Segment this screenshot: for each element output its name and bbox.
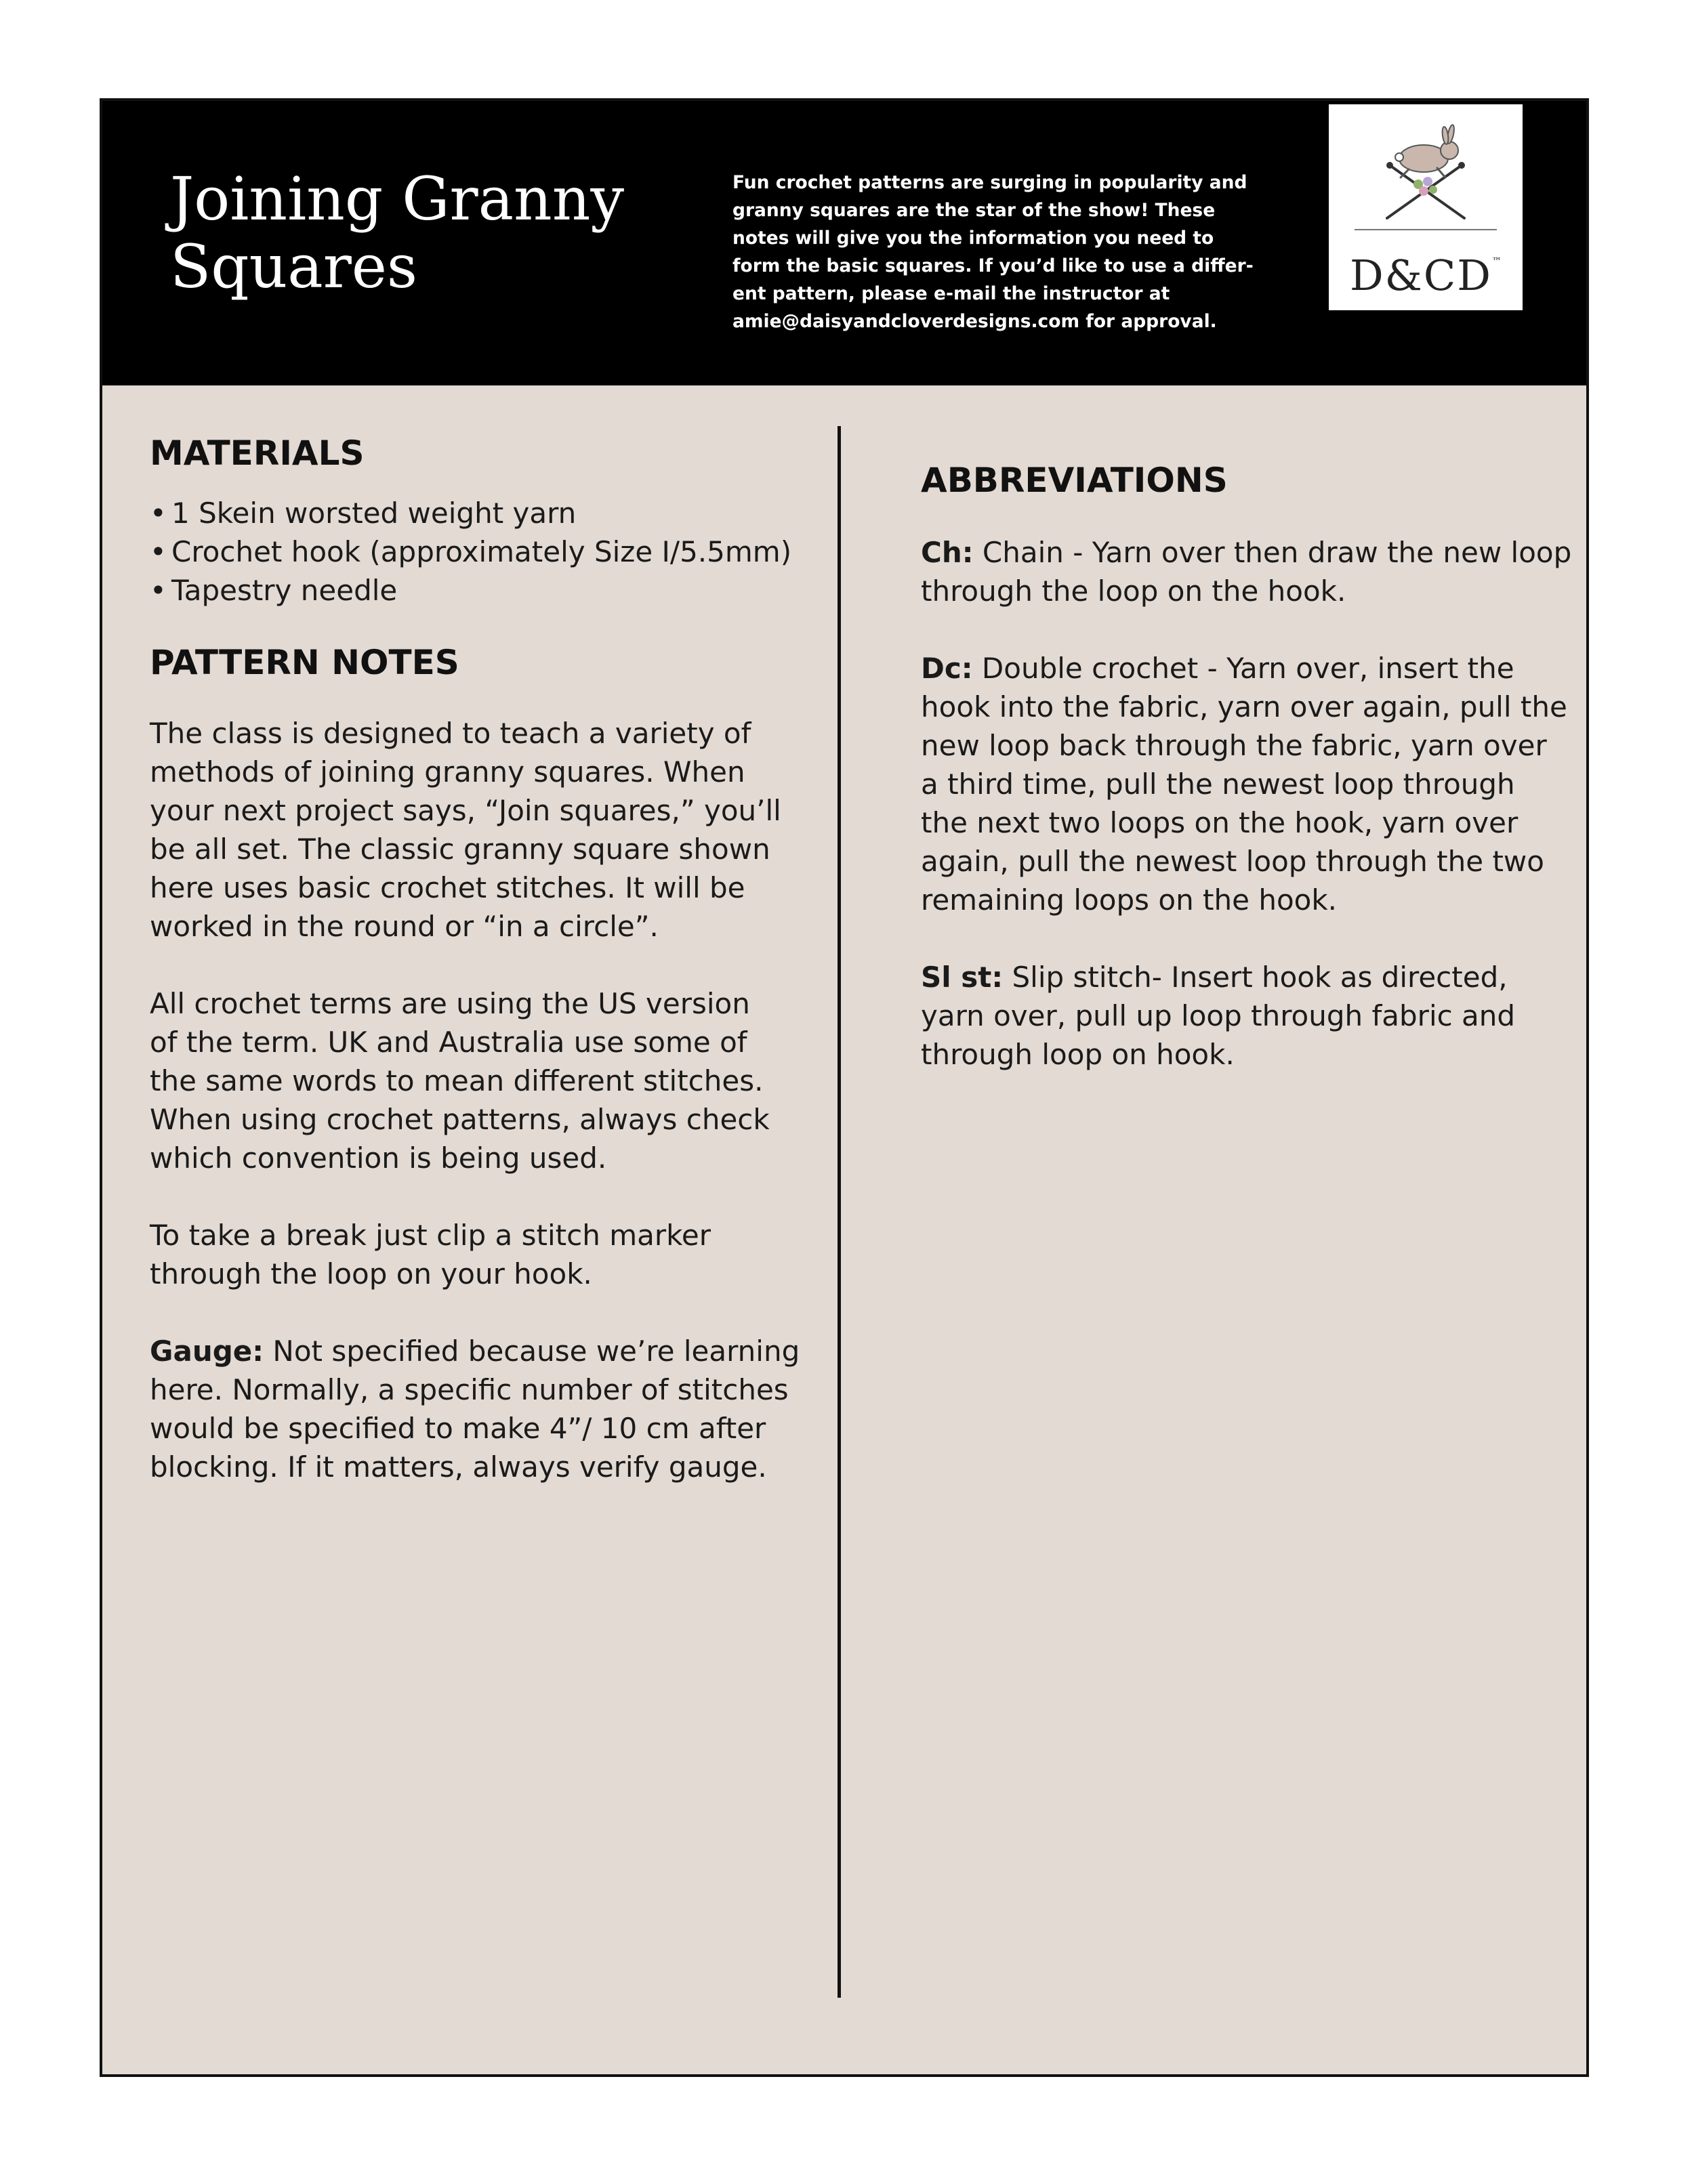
abbreviation-term: Ch: (921, 536, 974, 569)
column-divider (838, 426, 841, 1998)
intro-line: granny squares are the star of the show! These (732, 200, 1216, 221)
intro-text (732, 169, 1254, 335)
pattern-notes-heading: PATTERN NOTES (150, 643, 459, 682)
handout-frame (100, 98, 1589, 2077)
intro-line: form the basic squares. If you’d like to use a differ- (732, 255, 1254, 276)
abbreviation-entry-slst: Sl st: Slip stitch- Insert hook as directed, yarn over, pull up loop through fabric and through loop on hook. (921, 961, 1516, 1071)
materials-heading: MATERIALS (150, 434, 365, 473)
right-column (921, 460, 1572, 1074)
rabbit-crossed-needles-logo-icon (1375, 123, 1476, 225)
abbreviations-heading: ABBREVIATIONS (921, 461, 1228, 500)
logo-wordmark: D&CD™ (1349, 251, 1502, 300)
left-column (150, 433, 814, 1486)
list-item: • 1 Skein worsted weight yarn (150, 494, 814, 532)
list-item: • Tapestry needle (150, 571, 814, 610)
notes-paragraph: The class is designed to teach a variety of methods of joining granny squares. When your next project says, “Join squares,” you’ll be all set. The classic granny square shown here uses basic crochet stitches. It will be worked in the round or “in a circle”. (150, 717, 781, 943)
intro-line: notes will give you the information you need to (732, 228, 1214, 249)
materials-list (150, 494, 814, 610)
notes-paragraph: To take a break just clip a stitch marker through the loop on your hook. (150, 1219, 711, 1290)
intro-line: ent pattern, please e-mail the instructor at (732, 283, 1170, 304)
abbreviation-term: Dc: (921, 652, 973, 685)
header-banner (102, 101, 1586, 385)
logo-divider (1355, 229, 1497, 230)
intro-line: amie@daisyandcloverdesigns.com for approval. (732, 311, 1217, 332)
gauge-label: Gauge: (150, 1335, 264, 1368)
intro-line: Fun crochet patterns are surging in popularity and (732, 172, 1247, 193)
list-item: • Crochet hook (approximately Size I/5.5mm) (150, 532, 814, 571)
abbreviation-entry-ch: Ch: Chain - Yarn over then draw the new loop through the loop on the hook. (921, 536, 1572, 608)
title-line: Squares (170, 232, 418, 301)
brand-logo (1329, 104, 1523, 310)
title-line: Joining Granny (170, 164, 625, 234)
abbreviation-entry-dc: Dc: Double crochet - Yarn over, insert the hook into the fabric, yarn over again, pull the new loop back through the fabric, yarn over a third time, pull the newest loop through the next two loops on the hook, yarn over again, pull the newest loop through the two remaining loops on the hook. (921, 652, 1567, 917)
page-title (170, 165, 699, 301)
notes-paragraph: All crochet terms are using the US version of the term. UK and Australia use some of the same words to mean different stitches. When using crochet patterns, always check which convention is being used. (150, 987, 770, 1175)
gauge-paragraph: Gauge: Not specified because we’re learning here. Normally, a specific number of stitches would be specified to make 4”/ 10 cm after blocking. If it matters, always verify gauge. (150, 1335, 800, 1484)
abbreviation-term: Sl st: (921, 961, 1004, 994)
